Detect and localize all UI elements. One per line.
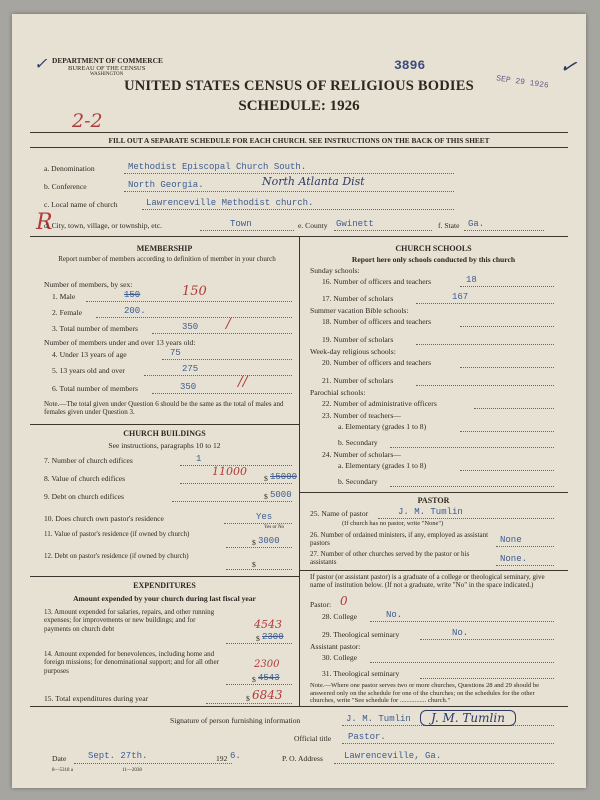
denomination-label: a. Denomination — [44, 164, 95, 173]
q9-debt-value: 5000 — [270, 490, 292, 500]
state-label: f. State — [438, 221, 460, 230]
po-address-value: Lawrenceville, Ga. — [344, 751, 442, 761]
parochial-schools-label: Parochial schools: — [310, 388, 366, 397]
q10-residence-label: 10. Does church own pastor's residence — [44, 514, 164, 523]
q14-dollar: $ — [252, 675, 256, 684]
q8-value-typed: 15000 — [270, 472, 298, 482]
bureau-city: WASHINGTON — [90, 72, 124, 77]
city-value: Town — [230, 219, 252, 229]
official-title-value: Pastor. — [348, 732, 386, 742]
yes-no-hint: Yes or No — [264, 525, 285, 530]
q10-residence-value: Yes — [256, 512, 273, 522]
q7-edifices-label: 7. Number of church edifices — [44, 456, 133, 465]
sunday-schools-label: Sunday schools: — [310, 266, 360, 275]
department-name: DEPARTMENT OF COMMERCE — [52, 56, 163, 65]
membership-heading: MEMBERSHIP — [136, 244, 193, 253]
q15-total-value: 6843 — [252, 688, 283, 702]
membership-subtitle: Report number of members according to definition of member in your church — [58, 255, 276, 263]
handwritten-code: 2-2 — [72, 110, 103, 132]
q15-dollar: $ — [246, 694, 250, 703]
q7-edifices-value: 1 — [196, 454, 202, 464]
q24a-label: a. Elementary (grades 1 to 8) — [338, 461, 427, 470]
local-name-label: c. Local name of church — [44, 200, 118, 209]
conference-value: North Georgia. — [128, 180, 204, 190]
q13-dollar: $ — [256, 634, 260, 643]
q6-total-value: 350 — [180, 382, 197, 392]
q30-label: 30. College — [322, 653, 358, 662]
weekday-schools-label: Week-day religious schools: — [310, 347, 396, 356]
schools-subtitle: Report here only schools conducted by this church — [351, 255, 516, 264]
po-address-label: P. O. Address — [282, 754, 323, 763]
membership-note: Note.—The total given under Question 6 should be the same as the total of males and females given under Question 3. — [44, 400, 284, 417]
q25-hint: (If church has no pastor, write "None") — [342, 520, 444, 527]
q14-benevolence-label: 14. Amount expended for benevolences, including home and foreign missions; for denominational support; and for all other purposes — [44, 650, 219, 675]
state-value: Ga. — [468, 219, 485, 229]
q27-value: None. — [500, 554, 528, 564]
official-title-label: Official title — [294, 734, 332, 743]
corner-check-mark: ✓ — [34, 54, 48, 73]
q25-label: 25. Name of pastor — [310, 509, 369, 518]
q13-handwritten: 4543 — [254, 618, 282, 631]
county-label: e. County — [298, 221, 328, 230]
expenditures-subtitle: Amount expended by your church during last fiscal year — [73, 594, 256, 603]
q5-over13-value: 275 — [182, 364, 199, 374]
q16-label: 16. Number of officers and teachers — [322, 277, 432, 286]
q18-label: 18. Number of officers and teachers — [322, 317, 432, 326]
pastor-heading: PASTOR — [417, 496, 450, 505]
college-instruction: If pastor (or assistant pastor) is a graduate of a college or theological seminary, give name of institution below. (If not a graduate, write "No" in the space indicated.) — [310, 573, 545, 590]
q22-label: 22. Number of administrative officers — [322, 399, 437, 408]
conference-handwritten: North Atlanta Dist — [262, 175, 365, 188]
q20-label: 20. Number of officers and teachers — [322, 358, 432, 367]
q26-value: None — [500, 535, 522, 545]
year-digit: 6. — [230, 751, 241, 761]
q2-female-label: 2. Female — [52, 308, 82, 317]
census-schedule-sheet — [12, 14, 586, 788]
form-number: 8—5318 a — [52, 768, 73, 773]
q1-male-label: 1. Male — [52, 292, 76, 301]
check-mark: ✓ — [557, 52, 580, 80]
form-title: UNITED STATES CENSUS OF RELIGIOUS BODIES — [124, 78, 474, 94]
q23a-label: a. Elementary (grades 1 to 8) — [338, 422, 427, 431]
pastor-note: Note.—Where one pastor serves two or more churches, Questions 28 and 29 should be answered only on the schedule for one of the churches; on the schedules for the other churches, write "See schedule for ................ church." — [310, 682, 540, 705]
q12-residence-debt-label: 12. Debt on pastor's residence (if owned by church) — [44, 552, 189, 560]
instruction-line: FILL OUT A SEPARATE SCHEDULE FOR EACH CHURCH. SEE INSTRUCTIONS ON THE BACK OF THIS SHEET — [108, 136, 490, 145]
signature-typed: J. M. Tumlin — [346, 714, 411, 724]
q29-label: 29. Theological seminary — [322, 630, 400, 639]
age-label: Number of members under and over 13 years old: — [44, 338, 196, 347]
q28-label: 28. College — [322, 612, 358, 621]
q13-typed: 2300 — [262, 632, 284, 642]
schools-heading: CHURCH SCHOOLS — [395, 244, 472, 253]
q27-label: 27. Number of other churches served by the pastor or his assistants — [310, 550, 470, 567]
q3-check: / — [226, 316, 231, 332]
q29-value: No. — [452, 628, 469, 638]
year-prefix: 192 — [216, 754, 228, 763]
schedule-year: SCHEDULE: 1926 — [238, 98, 360, 114]
q11-dollar: $ — [252, 538, 256, 547]
expenditures-heading: EXPENDITURES — [133, 581, 196, 590]
pastor-mark: 0 — [340, 594, 348, 608]
q23-label: 23. Number of teachers— — [322, 411, 401, 420]
assistant-sublabel: Assistant pastor: — [310, 642, 361, 651]
bureau-name: BUREAU OF THE CENSUS — [68, 65, 146, 72]
q25-value: J. M. Tumlin — [398, 507, 463, 517]
q17-value: 167 — [452, 292, 469, 302]
signature-label: Signature of person furnishing information — [170, 716, 301, 725]
q4-under13-value: 75 — [170, 348, 181, 358]
buildings-heading: CHURCH BUILDINGS — [123, 429, 206, 438]
q11-residence-value: 3000 — [258, 536, 280, 546]
q3-total-value: 350 — [182, 322, 199, 332]
schedule-number: 3896 — [394, 58, 426, 73]
q31-label: 31. Theological seminary — [322, 669, 400, 678]
q26-label: 26. Number of ordained ministers, if any, employed as assistant pastors — [310, 531, 489, 548]
q9-dollar: $ — [264, 492, 268, 501]
county-value: Gwinett — [336, 219, 374, 229]
q13-running-label: 13. Amount expended for salaries, repairs, and other running expenses; for improvements or new buildings; and for payments on church debt — [44, 608, 215, 633]
sex-label: Number of members, by sex: — [44, 280, 133, 289]
q4-under13-label: 4. Under 13 years of age — [52, 350, 127, 359]
q11-residence-value-label: 11. Value of pastor's residence (if owned by church) — [44, 530, 190, 538]
q12-dollar: $ — [252, 560, 256, 569]
city-label: d. City, town, village, or township, etc. — [44, 221, 163, 230]
buildings-subtitle: See instructions, paragraphs 10 to 12 — [108, 441, 221, 450]
q3-total-label: 3. Total number of members — [52, 324, 139, 333]
form-number-2: 11—2038 — [122, 768, 142, 773]
summer-schools-label: Summer vacation Bible schools: — [310, 306, 409, 315]
q15-total-label: 15. Total expenditures during year — [44, 694, 149, 703]
denomination-value: Methodist Episcopal Church South. — [128, 162, 307, 172]
q24b-label: b. Secondary — [338, 477, 378, 486]
q2-female-value: 200. — [124, 306, 146, 316]
received-date-stamp: SEP 29 1926 — [495, 74, 550, 91]
q19-label: 19. Number of scholars — [322, 335, 394, 344]
q1-male-typed: 150 — [124, 290, 141, 300]
q8-dollar: $ — [264, 474, 268, 483]
local-name-value: Lawrenceville Methodist church. — [146, 198, 314, 208]
q1-male-handwritten: 150 — [182, 284, 207, 299]
q17-label: 17. Number of scholars — [322, 294, 394, 303]
q21-label: 21. Number of scholars — [322, 376, 394, 385]
q6-total-label: 6. Total number of members — [52, 384, 139, 393]
date-value: Sept. 27th. — [88, 751, 148, 761]
q28-value: No. — [386, 610, 403, 620]
q9-debt-label: 9. Debt on church edifices — [44, 492, 124, 501]
q14-typed: 4543 — [258, 673, 280, 683]
conference-label: b. Conference — [44, 182, 87, 191]
q16-value: 18 — [466, 275, 477, 285]
q14-handwritten: 2300 — [254, 659, 280, 670]
q23b-label: b. Secondary — [338, 438, 378, 447]
q6-check: // — [238, 374, 248, 390]
pastor-sublabel: Pastor: — [310, 600, 332, 609]
date-label: Date — [52, 754, 67, 763]
q8-value-handwritten: 11000 — [212, 465, 247, 478]
q5-over13-label: 5. 13 years old and over — [52, 366, 125, 375]
signature-handwritten: J. M. Tumlin — [420, 710, 516, 726]
handwritten-r: R — [36, 210, 53, 235]
q8-value-label: 8. Value of church edifices — [44, 474, 126, 483]
q24-label: 24. Number of scholars— — [322, 450, 401, 459]
